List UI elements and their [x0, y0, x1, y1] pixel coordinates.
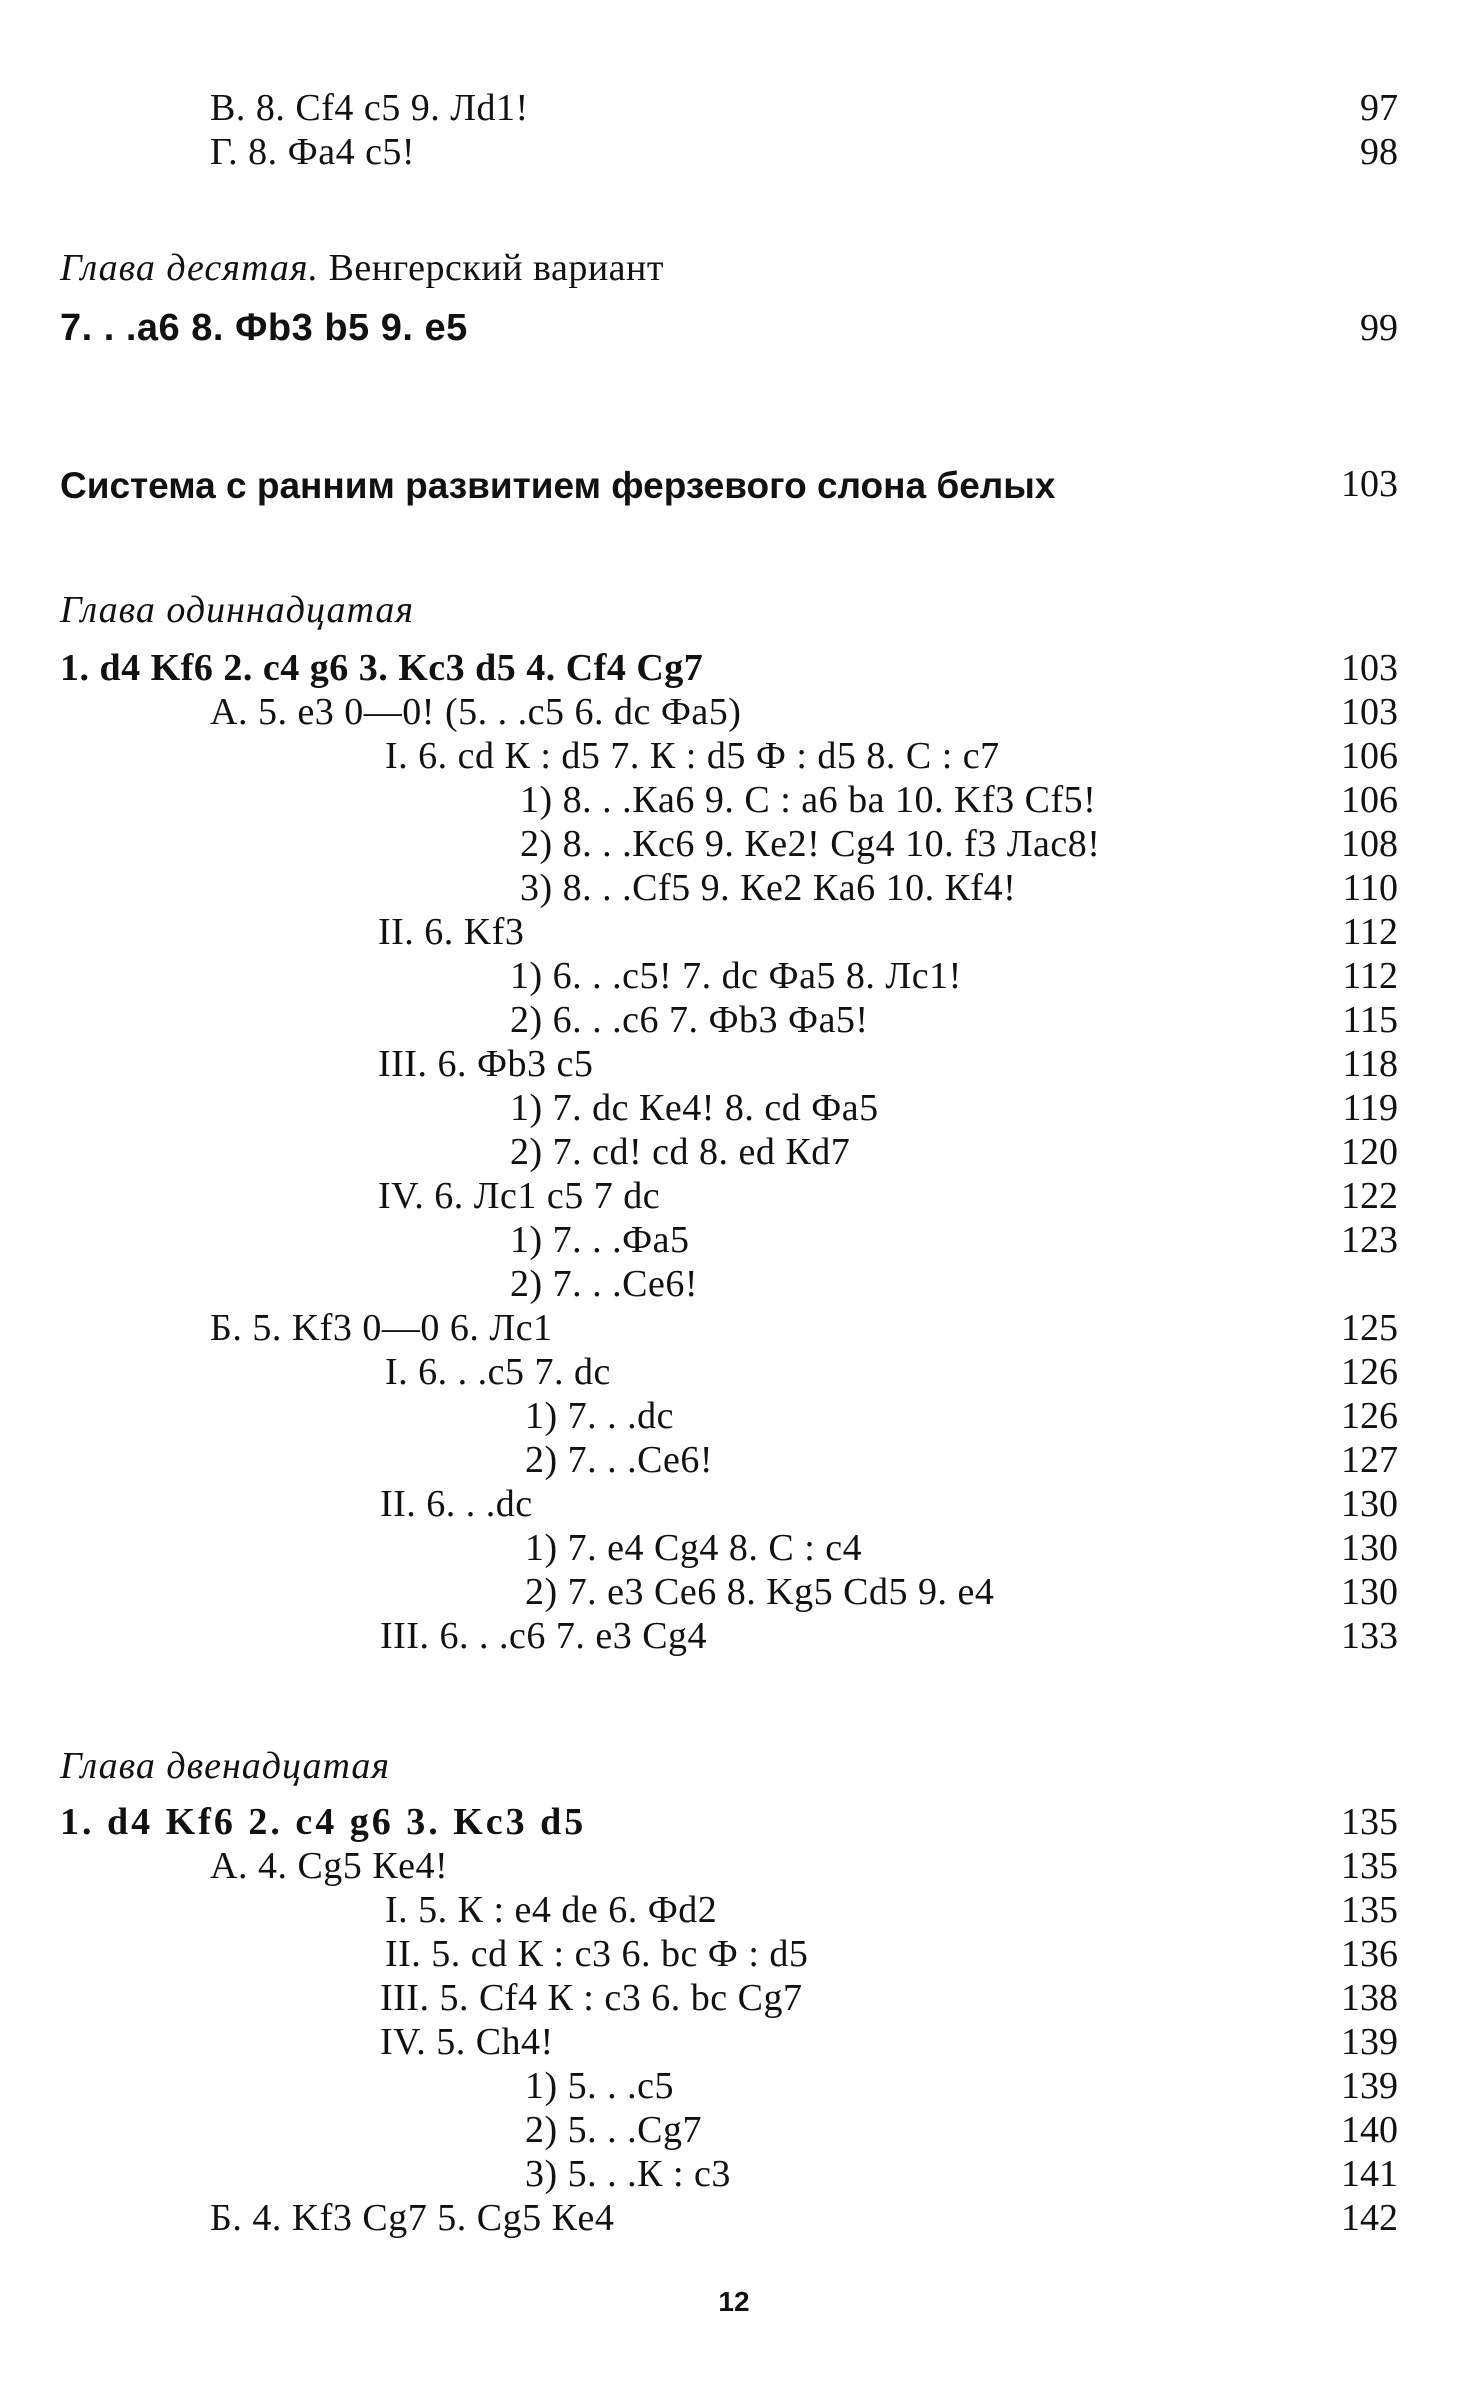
entry-text: А. 4. Cg5 Кe4! [210, 1845, 449, 1887]
entry-page: 135 [1341, 1889, 1398, 1931]
toc-entry [0, 1614, 1468, 1658]
toc-main-entry [0, 306, 1468, 350]
entry-page: 98 [1360, 131, 1398, 173]
toc-entry [0, 1976, 1468, 2020]
entry-text: IV. 6. Лc1 c5 7 dc [378, 1175, 661, 1217]
toc-entry [0, 954, 1468, 998]
entry-text: II. 6. . .dc [380, 1483, 533, 1525]
chapter-title: Венгерский вариант [328, 247, 664, 289]
entry-text: 3) 8. . .Cf5 9. Кe2 Кa6 10. Кf4! [520, 867, 1017, 909]
entry-page: 118 [1342, 1043, 1398, 1085]
toc-entry [0, 130, 1468, 174]
toc-entry [0, 1350, 1468, 1394]
toc-entry [0, 1932, 1468, 1976]
chapter-heading [60, 588, 414, 632]
toc-entry [0, 1306, 1468, 1350]
entry-text: 1) 7. . .Фa5 [510, 1219, 690, 1261]
entry-text: 2) 7. e3 Ce6 8. Kg5 Cd5 9. e4 [525, 1571, 995, 1613]
toc-entry [0, 2196, 1468, 2240]
section-heading-page [0, 462, 1468, 506]
entry-page: 127 [1341, 1439, 1398, 1481]
entry-page: 142 [1341, 2197, 1398, 2239]
chapter-label: Глава одиннадцатая [60, 589, 415, 631]
toc-entry [0, 778, 1468, 822]
entry-text: I. 6. . .c5 7. dc [385, 1351, 611, 1393]
entry-page: 106 [1341, 779, 1398, 821]
entry-text: Г. 8. Фa4 c5! [210, 131, 416, 173]
toc-entry [0, 1086, 1468, 1130]
entry-page: 103 [1341, 647, 1398, 689]
toc-main-entry [0, 1800, 1468, 1844]
entry-page: 138 [1341, 1977, 1398, 2019]
entry-text: 2) 7. . .Ce6! [510, 1263, 699, 1305]
entry-text: IV. 5. Ch4! [380, 2021, 554, 2063]
entry-text: 2) 5. . .Cg7 [525, 2109, 702, 2151]
entry-text: 1) 7. dc Кe4! 8. cd Фa5 [510, 1087, 879, 1129]
entry-text: III. 6. . .c6 7. e3 Cg4 [380, 1615, 708, 1657]
toc-entry [0, 822, 1468, 866]
chapter-label: Глава двенадцатая [60, 1745, 391, 1787]
entry-text: 2) 7. cd! cd 8. ed Кd7 [510, 1131, 851, 1173]
entry-text: 1) 5. . .c5 [525, 2065, 675, 2107]
toc-entry [0, 2020, 1468, 2064]
entry-page: 122 [1341, 1175, 1398, 1217]
entry-page: 130 [1341, 1527, 1398, 1569]
entry-page: 135 [1341, 1845, 1398, 1887]
entry-text: 1. d4 Kf6 2. c4 g6 3. Kc3 d5 [60, 1801, 587, 1843]
entry-page: 112 [1342, 955, 1398, 997]
entry-page: 126 [1341, 1395, 1398, 1437]
entry-page: 140 [1341, 2109, 1398, 2151]
entry-text: I. 5. К : e4 de 6. Фd2 [385, 1889, 718, 1931]
entry-page: 103 [1341, 691, 1398, 733]
entry-text: 1) 6. . .c5! 7. dc Фa5 8. Лc1! [510, 955, 962, 997]
toc-entry [0, 998, 1468, 1042]
entry-page: 120 [1341, 1131, 1398, 1173]
toc-entry [0, 86, 1468, 130]
toc-entry [0, 1526, 1468, 1570]
toc-entry [0, 2108, 1468, 2152]
entry-page: 108 [1341, 823, 1398, 865]
entry-page: 133 [1341, 1615, 1398, 1657]
toc-entry [0, 1130, 1468, 1174]
chapter-label: Глава десятая. [60, 247, 320, 289]
entry-page: 115 [1342, 999, 1398, 1041]
entry-page: 139 [1341, 2021, 1398, 2063]
entry-text: III. 5. Cf4 К : c3 6. bc Cg7 [380, 1977, 803, 2019]
entry-page: 125 [1341, 1307, 1398, 1349]
entry-page: 130 [1341, 1571, 1398, 1613]
toc-entry [0, 1438, 1468, 1482]
chapter-heading [60, 246, 664, 290]
toc-entry [0, 1218, 1468, 1262]
toc-main-entry [0, 646, 1468, 690]
entry-text: I. 6. cd К : d5 7. К : d5 Ф : d5 8. С : c7 [385, 735, 1000, 777]
entry-text: А. 5. e3 0—0! (5. . .c5 6. dc Фa5) [210, 691, 742, 733]
page-number: 12 [718, 2286, 750, 2317]
toc-entry [0, 1394, 1468, 1438]
entry-page: 130 [1341, 1483, 1398, 1525]
entry-text: II. 5. cd К : c3 6. bc Ф : d5 [385, 1933, 809, 1975]
toc-entry [0, 1482, 1468, 1526]
entry-page: 110 [1342, 867, 1398, 909]
toc-entry [0, 910, 1468, 954]
entry-page: 103 [1341, 463, 1398, 505]
entry-page: 106 [1341, 735, 1398, 777]
entry-page: 139 [1341, 2065, 1398, 2107]
toc-entry [0, 1042, 1468, 1086]
entry-text: Б. 4. Kf3 Cg7 5. Cg5 Кe4 [210, 2197, 615, 2239]
entry-text: 1. d4 Kf6 2. c4 g6 3. Kc3 d5 4. Cf4 Cg7 [60, 647, 704, 689]
entry-page: 141 [1341, 2153, 1398, 2195]
entry-text: Б. 5. Kf3 0—0 6. Лc1 [210, 1307, 553, 1349]
entry-text: 2) 7. . .Ce6! [525, 1439, 714, 1481]
entry-page: 99 [1360, 307, 1398, 349]
toc-entry [0, 2152, 1468, 2196]
entry-page: 135 [1341, 1801, 1398, 1843]
entry-page: 136 [1341, 1933, 1398, 1975]
toc-entry [0, 734, 1468, 778]
entry-text: В. 8. Cf4 c5 9. Лd1! [210, 87, 529, 129]
entry-page: 112 [1342, 911, 1398, 953]
toc-entry [0, 690, 1468, 734]
section-heading: Система с ранним развитием ферзевого слона белых [60, 465, 1056, 506]
entry-text: 1) 7. . .dc [525, 1395, 675, 1437]
toc-entry [0, 1262, 1468, 1306]
entry-text: 2) 8. . .Кc6 9. Кe2! Cg4 10. f3 Лас8! [520, 823, 1101, 865]
entry-text: 1) 7. e4 Cg4 8. С : c4 [525, 1527, 863, 1569]
toc-entry [0, 1888, 1468, 1932]
toc-entry [0, 1844, 1468, 1888]
entry-page: 119 [1342, 1087, 1398, 1129]
entry-text: 1) 8. . .Кa6 9. С : a6 ba 10. Kf3 Cf5! [520, 779, 1097, 821]
chapter-heading [60, 1744, 390, 1788]
entry-page: 123 [1341, 1219, 1398, 1261]
entry-text: II. 6. Kf3 [378, 911, 525, 953]
entry-text: 3) 5. . .К : c3 [525, 2153, 731, 2195]
entry-text: 2) 6. . .c6 7. Фb3 Фa5! [510, 999, 869, 1041]
entry-page: 126 [1341, 1351, 1398, 1393]
entry-text: 7. . .a6 8. Фb3 b5 9. e5 [60, 307, 468, 349]
toc-entry [0, 1174, 1468, 1218]
toc-entry [0, 866, 1468, 910]
entry-text: III. 6. Фb3 c5 [378, 1043, 594, 1085]
toc-entry [0, 1570, 1468, 1614]
toc-entry [0, 2064, 1468, 2108]
entry-page: 97 [1360, 87, 1398, 129]
